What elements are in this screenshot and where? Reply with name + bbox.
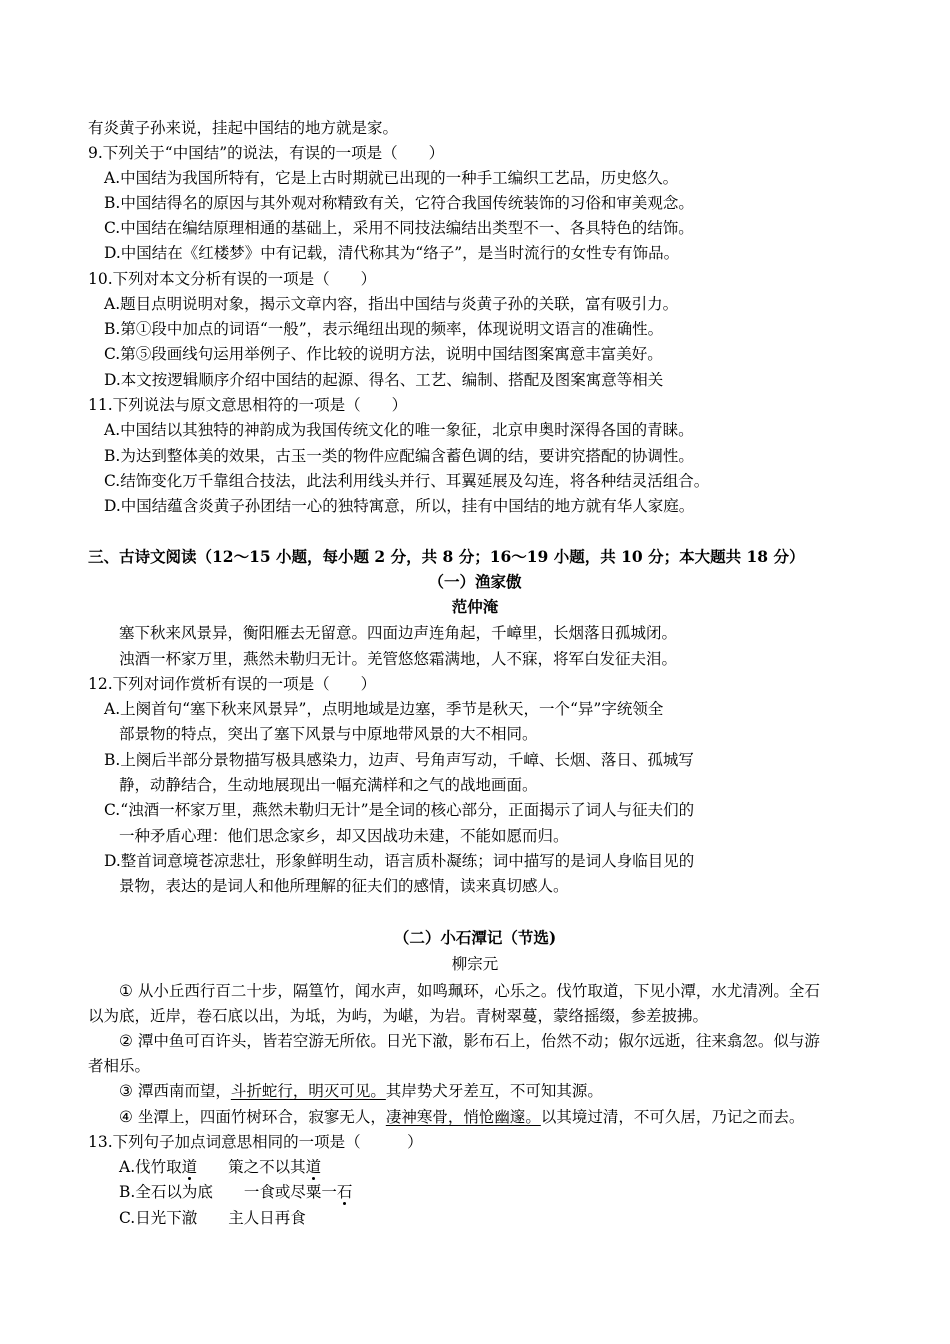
- poem-author: 范仲淹: [451, 597, 499, 616]
- q13-option-a-mid: 策之不以其: [197, 1158, 306, 1176]
- q13-option-b-dotted-word: 石: [336, 1183, 353, 1201]
- q11-option-b: B.为达到整体美的效果，古玉一类的物件应配编含蓄色调的结，要讲究搭配的协调性。: [104, 447, 694, 465]
- prose-p3: [119, 1080, 603, 1102]
- prose-p3-underlined: 斗折蛇行，明灭可见。: [230, 1082, 386, 1100]
- q10-stem: 10.下列对本文分析有误的一项是（ ）: [88, 270, 377, 288]
- prose-p4-underlined: 凄神寒骨，悄怆幽邃。: [385, 1108, 541, 1126]
- prose-p2-line2: 者相乐。: [88, 1057, 151, 1075]
- q11-option-d: D.中国结蕴含炎黄子孙团结一心的独特寓意，所以，挂有中国结的地方就有华人家庭。: [104, 497, 695, 515]
- q13-option-b-pre: B.全石以为底 一食或尽粟一: [119, 1183, 337, 1201]
- prose-p3-post: 其岸势犬牙差互，不可知其源。: [385, 1082, 603, 1100]
- q13-option-a: [119, 1156, 321, 1178]
- prose-p2-line1: ② 潭中鱼可百许头，皆若空游无所依。日光下澈，影布石上，佁然不动；俶尔远逝，往来翕忽。似与游: [119, 1032, 820, 1050]
- q12-option-d-line1: D.整首词意境苍凉悲壮，形象鲜明生动，语言质朴凝练；词中描写的是词人身临目见的: [104, 852, 695, 870]
- intro-tail: 有炎黄子孙来说，挂起中国结的地方就是家。: [88, 119, 399, 137]
- q12-option-c-line1: C.“浊酒一杯家万里，燕然未勒归无计”是全词的核心部分，正面揭示了词人与征夫们的: [104, 801, 695, 819]
- poem-line-2: 浊酒一杯家万里，燕然未勒归无计。羌管悠悠霜满地，人不寐，将军白发征夫泪。: [119, 650, 678, 668]
- q13-option-c: C.日光下澈 主人日再食: [119, 1209, 306, 1227]
- q12-stem: 12.下列对词作赏析有误的一项是（ ）: [88, 675, 377, 693]
- q12-option-c-line2: 一种矛盾心理：他们思念家乡，却又因战功未建，不能如愿而归。: [119, 827, 569, 845]
- q9-option-c: C.中国结在编结原理相通的基础上，采用不同技法编结出类型不一、各具特色的结饰。: [104, 219, 694, 237]
- q10-option-c: C.第⑤段画线句运用举例子、作比较的说明方法，说明中国结图案寓意丰富美好。: [104, 345, 663, 363]
- q12-option-a-line2: 部景物的特点，突出了塞下风景与中原地带风景的大不相同。: [119, 725, 538, 743]
- q11-option-c: C.结饰变化万千靠组合技法，此法利用线头并行、耳翼延展及勾连，将各种结灵活组合。: [104, 472, 710, 490]
- prose-p3-pre: ③ 潭西南而望，: [119, 1082, 231, 1100]
- q12-option-b-line1: B.上阕后半部分景物描写极具感染力，边声、号角声写动，千嶂、长烟、落日、孤城写: [104, 751, 694, 769]
- prose-p4-pre: ④ 坐潭上，四面竹树环合，寂寥无人，: [119, 1108, 386, 1126]
- q11-option-a: A.中国结以其独特的神韵成为我国传统文化的唯一象征，北京申奥时深得各国的青睐。: [104, 421, 694, 439]
- q9-option-a: A.中国结为我国所特有，它是上古时期就已出现的一种手工编织工艺品，历史悠久。: [104, 169, 679, 187]
- q13-option-b: [119, 1181, 352, 1203]
- q9-option-d: D.中国结在《红楼梦》中有记载，清代称其为“络子”，是当时流行的女性专有饰品。: [104, 244, 680, 262]
- q10-option-d: D.本文按逻辑顺序介绍中国结的起源、得名、工艺、编制、搭配及图案寓意等相关: [104, 371, 664, 389]
- q12-option-d-line2: 景物，表达的是词人和他所理解的征夫们的感情，读来真切感人。: [119, 877, 569, 895]
- prose-author: 柳宗元: [451, 955, 499, 973]
- prose-p4: [119, 1106, 804, 1128]
- q10-option-b: B.第①段中加点的词语“一般”，表示绳纽出现的频率，体现说明文语言的准确性。: [104, 320, 664, 338]
- prose-p1-line2: 以为底，近岸，卷石底以出，为坻，为屿，为嵁，为岩。青树翠蔓，蒙络摇缀，参差披拂。: [88, 1007, 709, 1025]
- prose-title: （二）小石潭记（节选): [393, 928, 557, 947]
- q12-option-b-line2: 静，动静结合，生动地展现出一幅充满样和之气的战地画面。: [119, 776, 538, 794]
- q13-option-a-dotted-word: 道: [181, 1158, 198, 1176]
- q9-option-b: B.中国结得名的原因与其外观对称精致有关，它符合我国传统装饰的习俗和审美观念。: [104, 194, 694, 212]
- q10-option-a: A.题目点明说明对象，揭示文章内容，指出中国结与炎黄子孙的关联，富有吸引力。: [104, 295, 679, 313]
- poem-title: （一）渔家傲: [428, 572, 522, 591]
- prose-p1-line1: ① 从小丘西行百二十步，隔篁竹，闻水声，如鸣珮环，心乐之。伐竹取道，下见小潭，水尤清冽。全石: [119, 982, 820, 1000]
- q13-option-a-dotted-word-2: 道: [305, 1158, 322, 1176]
- poem-line-1: 塞下秋来风景异，衡阳雁去无留意。四面边声连角起，千嶂里，长烟落日孤城闭。: [119, 624, 678, 642]
- q9-stem: 9.下列关于“中国结”的说法，有误的一项是（ ）: [88, 144, 445, 162]
- section-3-heading: 三、古诗文阅读（12～15 小题，每小题 2 分，共 8 分；16～19 小题，共 10 分；本大题共 18 分）: [88, 547, 805, 566]
- q12-option-a-line1: A.上阕首句“塞下秋来风景异”，点明地域是边塞，季节是秋天，一个“异”字统领全: [104, 700, 664, 718]
- prose-p4-post: 以其境过清，不可久居，乃记之而去。: [540, 1108, 805, 1126]
- q13-option-a-pre: A.伐竹取: [119, 1158, 182, 1176]
- q11-stem: 11.下列说法与原文意思相符的一项是（ ）: [88, 396, 408, 414]
- q13-stem: 13.下列句子加点词意思相同的一项是（ ）: [88, 1133, 423, 1151]
